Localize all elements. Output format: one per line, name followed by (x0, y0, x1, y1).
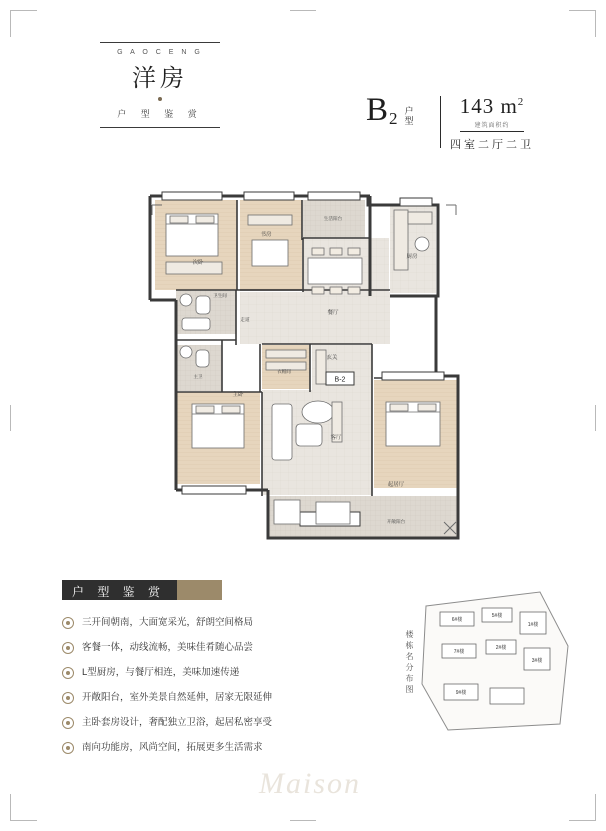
unit-code-label: 户型 (403, 106, 414, 126)
edge-tick-bottom (290, 820, 316, 821)
sitemap-building-label: 7#楼 (453, 649, 465, 655)
watermark: Maison (259, 767, 361, 800)
corner-mark-bottom-right (569, 794, 596, 821)
room-label: 生活阳台 (323, 216, 343, 221)
unit-rooms: 四室二厅二卫 (450, 139, 534, 151)
feature-text: L型厨房，与餐厅相连，美味加速传递 (82, 667, 240, 678)
page-title: 洋房 (132, 66, 188, 92)
features-list (62, 616, 392, 754)
room-label: 厨房 (406, 254, 418, 260)
list-item (62, 616, 392, 629)
bullet-icon (62, 717, 74, 729)
unit-area-value: 143 m (459, 94, 518, 118)
sitemap-building-label: 9#楼 (455, 690, 467, 696)
feature-text: 三开间朝南，大面宽采光，舒朗空间格局 (82, 617, 254, 628)
corner-mark-bottom-left (10, 794, 37, 821)
sitemap-building-label: 5#楼 (491, 613, 503, 619)
features-heading-accent (177, 580, 222, 600)
sitemap-svg (420, 588, 572, 733)
feature-text: 主卧套房设计，奢配独立卫浴，起居私密享受 (82, 717, 273, 728)
room-label: 卫生间 (213, 293, 227, 298)
bullet-icon (62, 667, 74, 679)
list-item (62, 641, 392, 654)
sitemap-building-label: 6#楼 (451, 617, 463, 623)
features-section (62, 580, 392, 766)
bullet-icon (62, 742, 74, 754)
unit-area-note: 建筑面积约 (474, 123, 510, 129)
bullet-icon (62, 642, 74, 654)
list-item (62, 691, 392, 704)
list-item (62, 716, 392, 729)
room-label: 客厅 (330, 435, 342, 441)
unit-badge (326, 372, 354, 385)
features-heading (62, 580, 392, 602)
sitemap-building-label: 1#楼 (527, 622, 539, 628)
room-label: 餐厅 (327, 310, 339, 316)
sitemap-label: 楼栋名分布图 (405, 630, 414, 696)
title-subtitle: 户 型 鉴 赏 (117, 109, 203, 119)
room-label: 次卧 (192, 260, 204, 266)
sitemap (420, 588, 572, 733)
room-label: 书房 (260, 232, 272, 238)
sitemap-building-label: 3#楼 (531, 658, 543, 664)
feature-text: 开敞阳台，室外美景自然延伸，居家无限延伸 (82, 692, 273, 703)
bullet-icon (62, 692, 74, 704)
unit-area-sup: 2 (517, 96, 525, 108)
room-label: 起居厅 (387, 482, 405, 488)
room-label: 主卧 (232, 392, 244, 398)
features-heading-text: 户 型 鉴 赏 (72, 585, 166, 599)
list-item (62, 666, 392, 679)
room-label: 开敞阳台 (386, 519, 406, 524)
feature-text: 客餐一体，动线流畅，美味佳肴随心品尝 (82, 642, 254, 653)
room-label: 衣帽间 (277, 369, 291, 374)
unit-code-sub: 2 (389, 109, 398, 128)
feature-text: 南向功能房，风尚空间，拓展更多生活需求 (82, 742, 263, 753)
list-item (62, 741, 392, 754)
bullet-icon (62, 617, 74, 629)
sitemap-building-label: 2#楼 (495, 645, 507, 651)
unit-badge-label: B-2 (334, 376, 346, 384)
room-label: 主卫 (193, 374, 203, 379)
room-label: 走道 (240, 317, 250, 322)
room-label: 玄关 (326, 355, 338, 361)
unit-code-main: B (366, 92, 389, 128)
title-pinyin: G A O C E N G (117, 49, 203, 56)
